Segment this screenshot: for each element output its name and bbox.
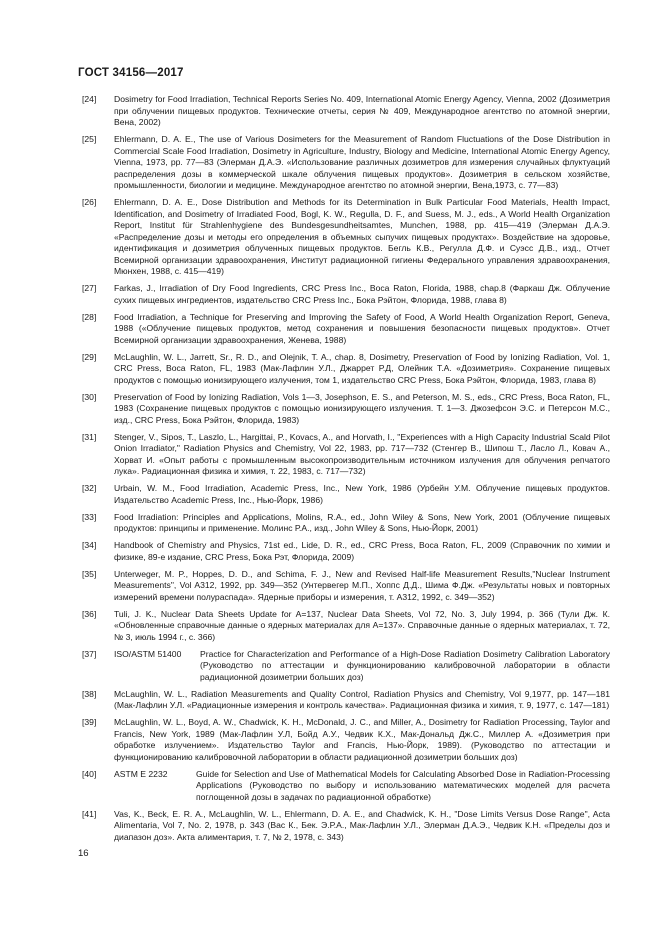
reference-text: McLaughlin, W. L., Radiation Measurements and Quality Control, Radiation Physics and Chemistry, Vol 9,1977, pp. 147—181 (Мак-Лафлин У.Л. «Радиационные измерения и контроль качества». Радиационная физика и химия, т. 9, 1977, с. 147—181) bbox=[114, 688, 610, 710]
reference-number: [31] bbox=[82, 431, 97, 442]
reference-number: [35] bbox=[82, 568, 97, 579]
reference-entry bbox=[82, 609, 610, 644]
reference-text: Vas, K., Beck, E. R. A., McLaughlin, W. L., Ehlermann, D. A. E., and Chadwick, K. H., "Dose Limits Versus Dose Range", Acta Alimentaria, Vol 7, No. 2, 1978, p. 343 (Вас К., Бек. Э.Р.А., Мак-Лафлин У.Л., Элерман Д.А.Э., Чедвик К.Н. «Пределы доз и диапазон доз». Акта алиментария, т. 7, № 2, 1978, с. 343) bbox=[114, 808, 610, 842]
reference-text: Stenger, V., Sipos, T., Laszlo, L., Hargittai, P., Kovacs, A., and Horvath, I., "Experiences with a High Capacity Industrial Scald Pilot Onion Irradiator," Radiation Physics and Chemistry, Vol 22, 1983, pp. 717—732 (Стенгер В., Шипош Т., Ласло Л., Ковач А., Хорват И. «Опыт работы с промышленным высокопроизводительным источником излучения для облучения репчатого лука». Радиационная физика и химия, т. 22, 1983, с. 717—732) bbox=[114, 431, 610, 476]
reference-entry bbox=[82, 432, 610, 478]
reference-entry bbox=[82, 512, 610, 535]
reference-number: [32] bbox=[82, 483, 97, 493]
reference-entry bbox=[82, 649, 610, 684]
reference-text: Farkas, J., Irradiation of Dry Food Ingredients, CRC Press Inc., Boca Raton, Florida, 1988, chap.8 (Фаркаш Дж. Облучение сухих пищевых ингредиентов, издательство CRC Press Inc., Бока Рэйтон, Флорида, 1988, глава 8) bbox=[114, 283, 610, 305]
reference-entry bbox=[82, 94, 610, 129]
reference-text: Handbook of Chemistry and Physics, 71st ed., Lide, D. R., ed., CRC Press, Boca Raton, FL, 2009 (Справочник по химии и физике, 89-е издание, CRC Press, Бока Рэт, Флорида, 2009) bbox=[114, 540, 610, 562]
reference-entry bbox=[82, 717, 610, 763]
reference-number: [40] bbox=[82, 768, 97, 779]
reference-entry bbox=[82, 392, 610, 427]
reference-entry bbox=[82, 540, 610, 563]
reference-entry bbox=[82, 352, 610, 387]
reference-entry bbox=[82, 769, 610, 804]
reference-number: [26] bbox=[82, 197, 97, 207]
reference-number: [24] bbox=[82, 94, 97, 104]
reference-text: Unterweger, M. P., Hoppes, D. D., and Schima, F. J., New and Revised Half-life Measurement Results,"Nuclear Instrument Measurements", Vol A312, 1992, pp. 349—352 (Унтервегер М.П., Хоппс Д.Д., Шима Ф.Дж. «Результаты новых и повторных измерений времени полураспада». Ядерные приборы и измерения, т. А312, 1992, с. 349—352) bbox=[114, 568, 610, 602]
reference-entry bbox=[82, 283, 610, 306]
reference-entry bbox=[82, 312, 610, 347]
reference-number: [29] bbox=[82, 351, 97, 362]
reference-entry bbox=[82, 134, 610, 192]
reference-text: Food Irradiation, a Technique for Preserving and Improving the Safety of Food, A World Health Organization Report, Geneva, 1988 («Облучение пищевых продуктов, метод сохранения и повышения безопасности пищевых продуктов». Отчет Всемирной организации здравоохранения, Женева, 1988) bbox=[114, 311, 610, 345]
reference-entry bbox=[82, 569, 610, 604]
reference-text: McLaughlin, W. L., Jarrett, Sr., R. D., and Olejnik, T. A., chap. 8, Dosimetry, Preservation of Food by Ionizing Radiation, Vol. 1, CRC Press, Boca Raton, FL, 1983 (Мак-Лафлин У.Л., Джаррет Р.Д, Олейник Т.А. «Дозиметрия». Сохранение пищевых продуктов с помощью ионизирующего излучения, том 1, издательство CRC Press, Бока Рэйтон, Флорида, 1983, глава 8) bbox=[114, 351, 610, 385]
reference-number: [28] bbox=[82, 311, 97, 322]
reference-number: [39] bbox=[82, 717, 97, 727]
reference-text: Guide for Selection and Use of Mathematical Models for Calculating Absorbed Dose in Radiation-Processing Applications (Руководство по выбору и использованию математических моделей для расчета поглощенной дозы в задачах по радиационной обработке) bbox=[196, 768, 610, 802]
reference-number: [25] bbox=[82, 134, 97, 144]
page-number: 16 bbox=[78, 848, 89, 859]
standard-code: ASTM E 2232 bbox=[114, 768, 168, 779]
reference-text: Practice for Characterization and Performance of a High-Dose Radiation Dosimetry Calibration Laboratory (Руководство по аттестации и функционированию калибровочной лаборатории в области радиационной дозиметрии больших доз) bbox=[200, 648, 610, 682]
reference-number: [37] bbox=[82, 648, 97, 659]
reference-number: [27] bbox=[82, 283, 97, 293]
reference-text: Dosimetry for Food Irradiation, Technical Reports Series No. 409, International Atomic Energy Agency, Vienna, 2002 (Дозиметрия при облучении пищевых продуктов. Технические отчеты, серия № 409, Международное агентство по атомной энергии, Вена, 2002) bbox=[114, 94, 610, 127]
reference-number: [38] bbox=[82, 688, 97, 699]
reference-text: Ehlermann, D. A. E., The use of Various Dosimeters for the Measurement of Random Fluctuations of the Dose Distribution in Commercial Scale Food Irradiation, Dosimetry in Agriculture, Industry, Biology and Medicine, International Atomic Energy Agency, Vienna, 1973, pp. 77—83 (Элерман Д.А.Э. «Использование различных дозиметров для измерения случайных флуктуаций распределения дозы в коммерческой шкале облучения пищевых продуктов». Дозиметрия в сельском хозяйстве, промышленности, биологии и медицине. Международное агентство по атомной энергии, Вена,1973, с. 77—83) bbox=[114, 134, 610, 190]
reference-text: McLaughlin, W. L., Boyd, A. W., Chadwick, K. H., McDonald, J. C., and Miller, A., Dosimetry for Radiation Processing, Taylor and Francis, New York, 1989 (Мак-Лафлин У.Л, Бойд А.У., Чедвик К.Х., Мак-Дональд Дж.С., Миллер А. «Дозиметрия при обработке излучением». Издательство Taylor and Francis, Нью-Йорк, 1989). (Руководство по аттестации и функционированию калибровочной лаборатории в области радиационной дозиметрии больших доз) bbox=[114, 717, 610, 762]
reference-number: [34] bbox=[82, 540, 97, 550]
reference-number: [30] bbox=[82, 391, 97, 402]
references-list bbox=[82, 94, 610, 849]
standard-code: ISO/ASTM 51400 bbox=[114, 648, 182, 659]
reference-entry bbox=[82, 483, 610, 506]
reference-number: [36] bbox=[82, 608, 97, 619]
page-title: ГОСТ 34156—2017 bbox=[78, 67, 184, 79]
reference-entry bbox=[82, 809, 610, 844]
reference-text: Preservation of Food by Ionizing Radiation, Vols 1—3, Josephson, E. S., and Peterson, M. S., eds., CRC Press, Boca Raton, FL, 1983 (Сохранение пищевых продуктов с помощью ионизирующего излучения. Т. 1—3. Джозефсон Э.С. и Петерсон М.С., изд., CRC Press, Бока Рэйтон, Флорида, 1983) bbox=[114, 391, 610, 425]
reference-text: Tuli, J. K., Nuclear Data Sheets Update for A=137, Nuclear Data Sheets, Vol 72, No. 3, July 1994, p. 366 (Тули Дж. К. «Обновленные справочные данные о ядерных материалах для A=137». Справочные данные о ядерных материалах, т. 72, № 3, июль 1994 г., с. 366) bbox=[114, 608, 610, 642]
reference-entry bbox=[82, 689, 610, 712]
reference-number: [41] bbox=[82, 808, 97, 819]
reference-text: Ehlermann, D. A. E., Dose Distribution and Methods for its Determination in Bulk Particular Food Materials, Health Impact, Identification, and Dosimetry of Irradiated Food, Bogl, K. W., Regulla, D. F., and Suess, M. J., eds., A World Health Organization Report, Institut für Strahlenhygiene des Bundesgesundheitsamtes, Munchen, 1988, pp. 415—419 (Элерман Д.А.Э. «Распределение дозы и методы его определения в объемных сыпучих пищевых продуктах». Воздействие на здоровье, идентификация и дозиметрия облученных пищевых продуктов. Бегль К.В., Регулла Д.Ф. и Суэсс Д.В., изд., Отчет Всемирной организации здравоохранения, Институт радиационной гигиены Федерального управления здравоохранения, Мюнхен, 1988, с. 415—419) bbox=[114, 197, 610, 276]
reference-text: Urbain, W. M., Food Irradiation, Academic Press, Inc., New York, 1986 (Урбейн У.М. Облучение пищевых продуктов. Издательство Academic Press, Inc., Нью-Йорк, 1986) bbox=[114, 483, 610, 505]
reference-text: Food Irradiation: Principles and Applications, Molins, R.A., ed., John Wiley & Sons, New York, 2001 (Облучение пищевых продуктов: принципы и применение. Молинс Р.А., изд., John Wiley & Sons, Нью-Йорк, 2001) bbox=[114, 511, 610, 533]
reference-number: [33] bbox=[82, 511, 97, 522]
reference-entry bbox=[82, 197, 610, 278]
